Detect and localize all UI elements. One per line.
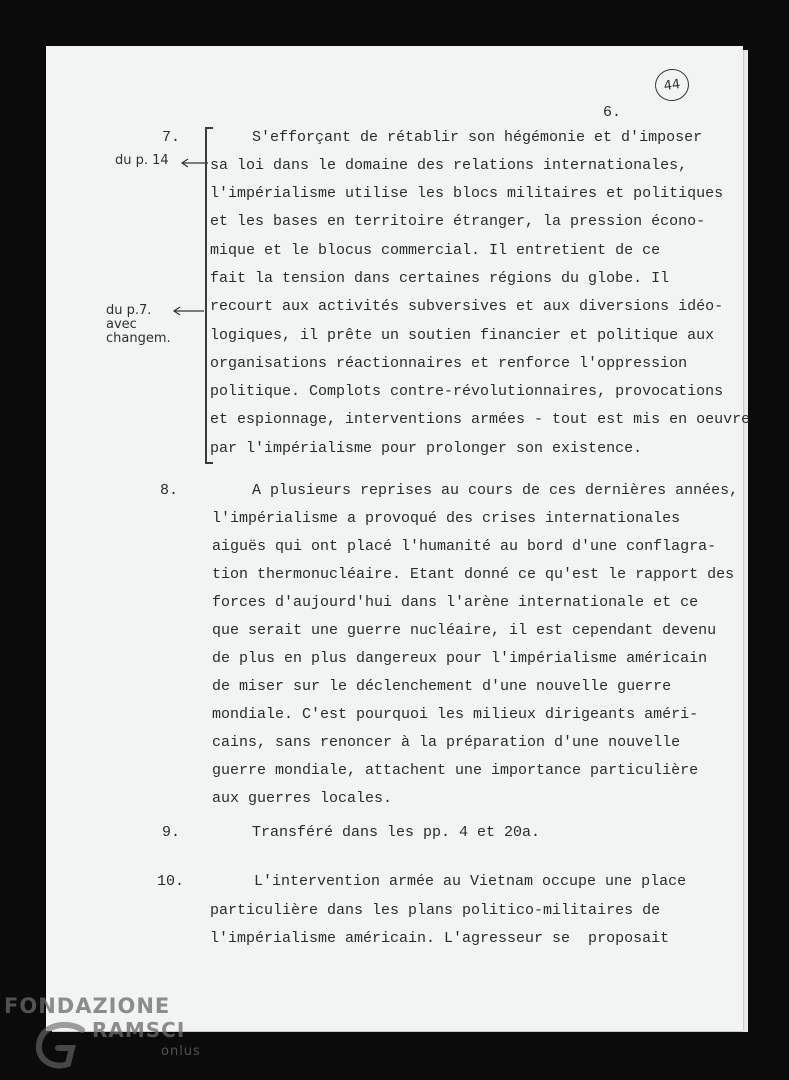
section-number: 7. [162, 129, 181, 146]
text-line: S'efforçant de rétablir son hégémonie et d'imposer [252, 129, 703, 146]
text-line: de plus en plus dangereux pour l'impérialisme américain [212, 650, 708, 667]
text-line: A plusieurs reprises au cours de ces dernières années, [252, 482, 739, 499]
archive-stamp: 44 [653, 67, 691, 103]
text-line: mondiale. C'est pourquoi les milieux dirigeants améri- [212, 706, 699, 723]
arrow-icon [172, 305, 206, 317]
g-logo-icon [32, 1020, 92, 1072]
text-line: et espionnage, interventions armées - tout est mis en oeuvre [210, 411, 751, 428]
text-line: L'intervention armée au Vietnam occupe une place [254, 873, 687, 890]
section-number: 10. [157, 873, 185, 890]
text-line: organisations réactionnaires et renforce l'oppression [210, 355, 688, 372]
margin-bracket [205, 127, 207, 463]
text-line: logiques, il prête un soutien financier et politique aux [210, 327, 715, 344]
text-line: et les bases en territoire étranger, la pression écono- [210, 213, 706, 230]
text-line: recourt aux activités subversives et aux diversions idéo- [210, 298, 724, 315]
text-line: que serait une guerre nucléaire, il est cependant devenu [212, 622, 717, 639]
margin-note-2-line-2: avec [106, 317, 137, 332]
text-line: par l'impérialisme pour prolonger son existence. [210, 440, 643, 457]
text-line: mique et le blocus commercial. Il entretient de ce [210, 242, 661, 259]
margin-note-1: du p. 14 [115, 153, 169, 168]
watermark-line-1: FONDAZIONE [4, 994, 171, 1018]
section-number: 9. [162, 824, 181, 841]
margin-note-2-line-1: du p.7. [106, 303, 152, 318]
text-line: l'impérialisme a provoqué des crises internationales [212, 510, 681, 527]
section-number: 8. [160, 482, 179, 499]
text-line: aux guerres locales. [212, 790, 393, 807]
text-line: guerre mondiale, attachent une importance particulière [212, 762, 699, 779]
text-line: tion thermonucléaire. Etant donné ce qu'est le rapport des [212, 566, 735, 583]
text-line: Transféré dans les pp. 4 et 20a. [252, 824, 541, 841]
watermark-line-2: RAMSCI [92, 1018, 186, 1042]
margin-bracket-top [205, 127, 213, 129]
margin-bracket-bottom [205, 462, 213, 464]
text-line: forces d'aujourd'hui dans l'arène internationale et ce [212, 594, 699, 611]
text-line: fait la tension dans certaines régions du globe. Il [210, 270, 670, 287]
margin-note-2-line-3: changem. [106, 331, 171, 346]
text-line: cains, sans renoncer à la préparation d'une nouvelle [212, 734, 681, 751]
text-line: politique. Complots contre-révolutionnaires, provocations [210, 383, 724, 400]
text-line: l'impérialisme américain. L'agresseur se proposait [210, 930, 670, 947]
watermark-line-3: onlus [161, 1044, 201, 1059]
page-number: 6. [603, 104, 622, 121]
text-line: aiguës qui ont placé l'humanité au bord d'une conflagra- [212, 538, 717, 555]
text-line: sa loi dans le domaine des relations internationales, [210, 157, 688, 174]
text-line: de miser sur le déclenchement d'une nouvelle guerre [212, 678, 672, 695]
text-line: particulière dans les plans politico-militaires de [210, 902, 661, 919]
text-line: l'impérialisme utilise les blocs militaires et politiques [210, 185, 724, 202]
